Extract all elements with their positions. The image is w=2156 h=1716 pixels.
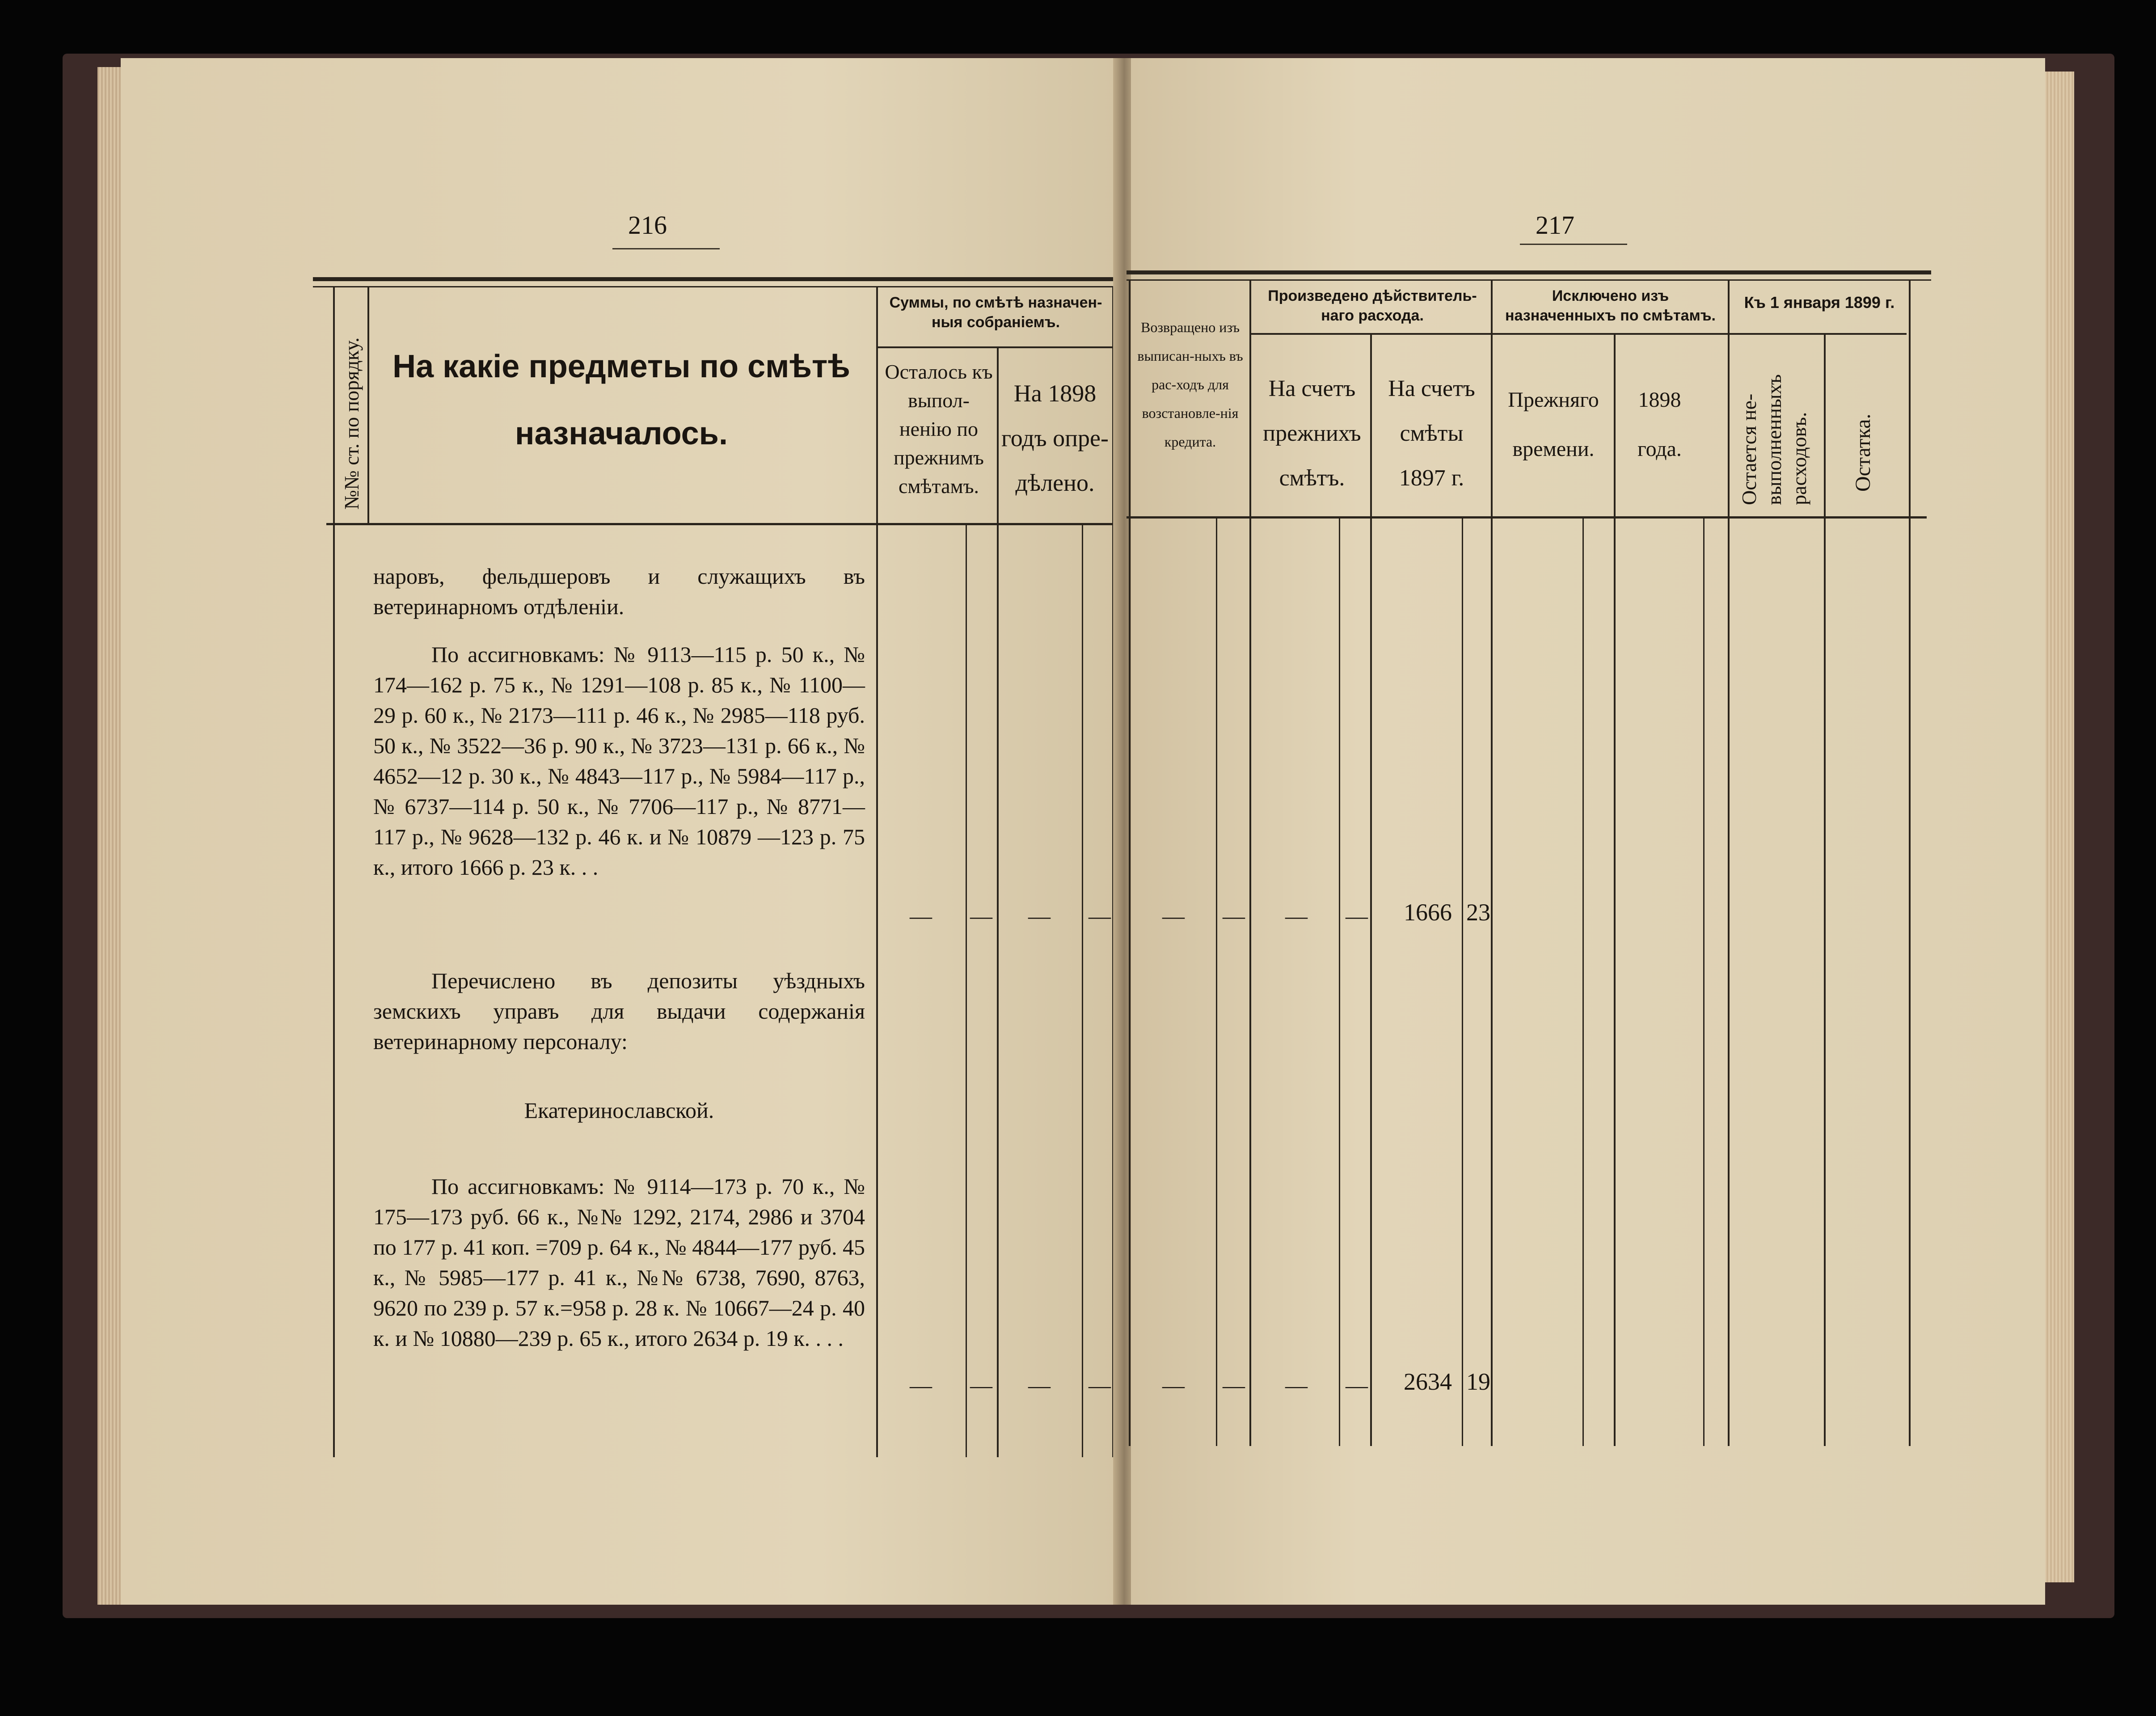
body-paragraph-5: По ассигновкамъ: № 9114—173 р. 70 к., № 175—173 руб. 66 к., №№ 1292, 2174, 2986 и 3704 по 177 р. 41 коп. =709 р. 64 к., № 4844—177 руб. 45 к., № 5985—177 р. 41 к., №№ 6738, 7690, 8763, 9620 по 239 р. 57 к.=958 р. 28 к. № 10667—24 р. 40 к. и № 10880—239 р. 65 к., итого 2634 р. 19 к. . . . xyxy=(373,1174,865,1351)
col-line xyxy=(1129,279,1131,1446)
dash-right-r1: — xyxy=(1285,903,1308,928)
col-line xyxy=(367,286,369,523)
col-line xyxy=(1614,333,1616,1446)
col-line xyxy=(1249,279,1251,1446)
col-1898-year-header: 1898 года. xyxy=(1637,388,1682,461)
table-top-rule-left-thin xyxy=(313,286,1115,287)
amount-kop-r2: 19 xyxy=(1466,1368,1490,1395)
dash-left-r2: — xyxy=(1028,1373,1051,1398)
dash-right-r2: — xyxy=(1162,1373,1185,1398)
dash-right-r2: — xyxy=(1346,1373,1368,1398)
actual-header-rule xyxy=(1249,333,1907,335)
actual-expense-header: Произведено дѣйствитель-наго расхода. xyxy=(1268,287,1477,324)
page-edges-right xyxy=(2043,72,2074,1582)
body-paragraph-2: По ассигновкамъ: № 9113—115 р. 50 к., № 174—162 р. 75 к., № 1291—108 р. 85 к., № 1100—29 р. 60 к., № 2173—111 р. 46 к., № 2985—118 руб. 50 к., № 3522—36 р. 90 к., № 3723—131 р. 66 к., № 4652—12 р. 30 к., № 4843—117 р., № 5984—117 р., № 6737—114 р. 50 к., № 7706—117 р., № 8771—117 р., № 9628—132 р. 46 к. и № 10879 —123 р. 75 к., итого 1666 р. 23 к. . . xyxy=(373,642,865,880)
col-line xyxy=(997,346,999,1457)
col-line xyxy=(966,525,967,1457)
body-paragraph-3: Перечислено въ депозиты уѣздныхъ земскихъ управъ для выдачи содержанія ветеринарному персоналу: xyxy=(373,968,865,1054)
col-line xyxy=(1216,519,1217,1446)
col-line xyxy=(876,286,878,1457)
col-line xyxy=(1909,279,1911,1446)
col-line xyxy=(1082,525,1083,1457)
col-unfulfilled-header: Остается не-выполненныхъ расходовъ. xyxy=(1738,374,1810,505)
col-remaining-header: Осталось къ выпол-ненію по прежнимъ смѣтамъ. xyxy=(885,360,993,498)
amount-rub-r2: 2634 xyxy=(1404,1368,1452,1395)
table-top-rule-right-thin xyxy=(1127,279,1931,281)
col-line xyxy=(1339,519,1340,1446)
body-paragraph-1: наровъ, фельдшеровъ и служащихъ въ ветеринарномъ отдѣленіи. xyxy=(373,564,865,619)
jan-1899-header: Къ 1 января 1899 г. xyxy=(1744,293,1895,312)
dash-left-r2: — xyxy=(910,1373,932,1398)
dash-right-r2: — xyxy=(1285,1373,1308,1398)
table-title: На какіе предметы по смѣтѣ назначалось. xyxy=(392,349,850,451)
col-line xyxy=(1582,519,1584,1446)
dash-right-r2: — xyxy=(1223,1373,1245,1398)
col-1898-header: На 1898 годъ опре-дѣлено. xyxy=(1001,380,1109,496)
header-bottom-rule-right xyxy=(1127,516,1927,519)
col-line xyxy=(333,286,335,1457)
col-1897-header: На счетъ смѣты 1897 г. xyxy=(1388,376,1475,491)
col-balance-header: Остатка. xyxy=(1851,413,1875,492)
page-edges-left xyxy=(97,67,124,1605)
sums-header: Суммы, по смѣтѣ назначен-ныя собраніемъ. xyxy=(889,294,1102,331)
col-prev-time-header: Прежняго времени. xyxy=(1508,388,1599,461)
table-top-rule-right xyxy=(1127,270,1931,274)
col-line xyxy=(1728,279,1730,1446)
dash-right-r1: — xyxy=(1223,903,1245,928)
amount-kop-r1: 23 xyxy=(1466,899,1490,926)
sums-header-rule xyxy=(876,346,1115,348)
col-line xyxy=(1703,519,1705,1446)
col-prev-estimates-header: На счетъ прежнихъ смѣтъ. xyxy=(1263,376,1361,491)
page-number-rule-right xyxy=(1520,244,1627,245)
col-returned-header: Возвращено изъ выписан-ныхъ въ рас-ходъ для возстановле-нія кредита. xyxy=(1137,319,1243,450)
col-line xyxy=(1491,279,1493,1446)
dash-left-r1: — xyxy=(1089,903,1111,928)
col-line xyxy=(1824,333,1826,1446)
dash-left-r1: — xyxy=(910,903,932,928)
page-number-left: 216 xyxy=(628,211,667,240)
dash-left-r2: — xyxy=(970,1373,992,1398)
col-line xyxy=(1370,333,1372,1446)
body-heading-ekaterinoslav: Екатеринославской. xyxy=(524,1098,714,1123)
dash-left-r1: — xyxy=(1028,903,1051,928)
dash-left-r2: — xyxy=(1089,1373,1111,1398)
dash-left-r1: — xyxy=(970,903,992,928)
dash-right-r1: — xyxy=(1346,903,1368,928)
col-line xyxy=(1462,519,1463,1446)
page-number-right: 217 xyxy=(1536,211,1574,240)
amount-rub-r1: 1666 xyxy=(1404,899,1452,926)
col-number-header: №№ ст. по порядку. xyxy=(340,337,363,510)
table-top-rule-left xyxy=(313,277,1115,281)
dash-right-r1: — xyxy=(1162,903,1185,928)
page-number-rule-left xyxy=(612,248,720,249)
excluded-header: Исключено изъ назначенныхъ по смѣтамъ. xyxy=(1505,287,1716,324)
